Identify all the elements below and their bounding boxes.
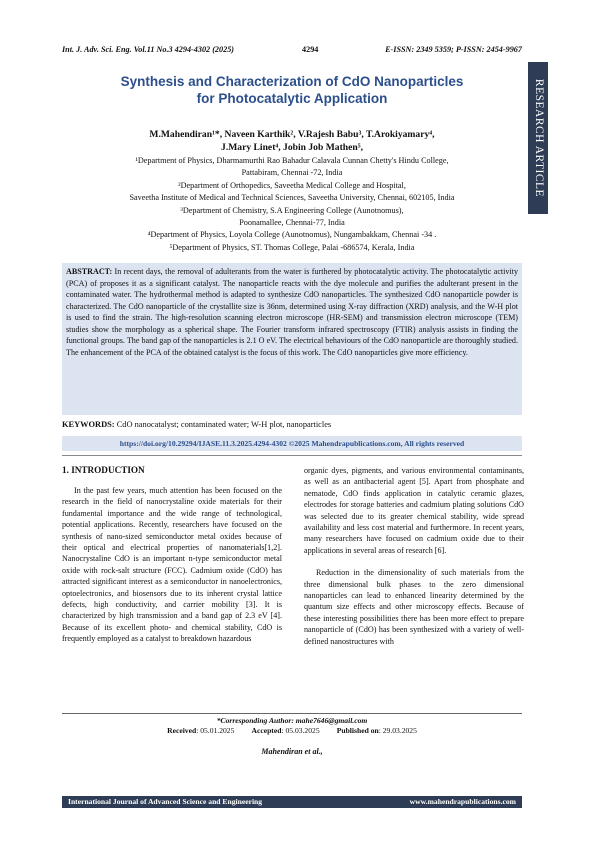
right-column	[304, 465, 524, 647]
corresponding-author: *Corresponding Author: mahe7646@gmail.com	[216, 716, 368, 725]
received-label: Received	[167, 726, 197, 735]
affiliation-line: Pattabiram, Chennai -72, India	[241, 168, 343, 178]
received-date: : 05.01.2025	[196, 726, 235, 735]
authors-line-2: J.Mary Linet⁴, Jobin Job Mathen⁵,	[221, 142, 363, 153]
authors-line-1: M.Mahendiran¹*, Naveen Karthik², V.Rajesh Babu³, T.Arokiyamary⁴,	[149, 129, 435, 140]
keywords-text: CdO nanocatalyst; contaminated water; W-H plot, nanoparticles	[114, 420, 332, 429]
paragraph: Reduction in the dimensionality of such materials from the three dimensional bulk phases to the zero dimensional nanoparticles can lead to enhanced linearity determined by the quantum size effects and other microscopy effects. Because of these interesting possibilities there has been more effect to prepare nanoparticle of (CdO) has been synthesized with a variety of well-defined nanostructures with	[304, 568, 524, 646]
paragraph: organic dyes, pigments, and various environmental contaminants, as well as an antibacterial agent [5]. Apart from phosphate and nematode, CdO finds application in catalytic ceramic glazes, electrodes for storage batteries and cadmium plating solutions CdO was selected due to its greater chemical stability, wide spread availability and less cost material and furthermore. In recent years, many researchers have focused on cadmium oxide due to their applications in several areas of research [6].	[304, 466, 524, 555]
footnote-divider	[62, 713, 522, 714]
affiliation-line: Saveetha Institute of Medical and Technical Sciences, Saveetha University, Chennai, 602105, India	[129, 193, 455, 203]
journal-citation: Int. J. Adv. Sci. Eng. Vol.11 No.3 4294-4302 (2025)	[62, 45, 235, 54]
affiliation-line: ¹Department of Physics, Dharmamurthi Rao Bahadur Calavala Cunnan Chetty's Hindu College,	[135, 156, 449, 165]
author-list	[62, 128, 522, 154]
abstract-text: In recent days, the removal of adulterants from the water is furthered by photocatalytic activity. The photocatalytic activity (PCA) of proposes it as a significant catalyst. The nanoparticle reacts with the dye molecule and purifies the adulterant present in the contaminated water. The hydrothermal method is adapted to synthesize CdO nanoparticles. The synthesized CdO nanoparticle powder is characterized. The CdO nanoparticle of the crystallite size is 36nm, determined using X-ray diffraction (XRD) analysis, and the W-H plot is used to find the strain. The high-resolution scanning electron microscope (HR-SEM) and transmission electron microscope (TEM) studies show the morphology as a spherical shape. The Fourier transform infrared spectroscopy (FTIR) analysis assists in finding the functional groups. The band gap of the nanoparticles is 2.1 O eV. The electrical behaviours of the CdO nanoparticle are thoroughly studied. The enhancement of the PCA of the obtained catalyst is the focus of this work. The CdO nanoparticles give more efficiency.	[66, 267, 518, 357]
accepted-label: Accepted	[251, 726, 282, 735]
issn: E-ISSN: 2349 5359; P-ISSN: 2454-9967	[385, 45, 522, 54]
paragraph: In the past few years, much attention has been focused on the research in the field of nanocrystaline oxide materials for their fundamental importance and the wide range of technological, potential applications. Recently, researchers have focused on the synthesis of nano-sized semiconductor metal oxides because of their optical and electrical properties of nanomaterials[1,2]. Nanocrystaline CdO is an important n-type semiconductor metal oxide with rock-salt structure (FCC). Cadmium oxide (CdO) has attracted significant interest as a semiconductor in nanoelectronics, optoelectronics, and biosensors due to its inherent crystal lattice defects, high conductivity, and carrier mobility [3]. It is characterized by high transmission and a band gap of 2.3 eV [4]. Because of its excellent photo- and chemical stability, CdO is frequently employed as a catalyst to breakdown hazardous	[62, 486, 282, 644]
research-article-tab	[528, 62, 548, 214]
published-date: : 29.03.2025	[378, 726, 417, 735]
footer-band	[62, 796, 522, 808]
accepted-date: : 05.03.2025	[281, 726, 320, 735]
title-line-1: Synthesis and Characterization of CdO Nanoparticles	[120, 74, 464, 89]
affiliations	[62, 155, 522, 254]
abstract-box	[62, 263, 522, 415]
affiliation-line: Poonamallee, Chennai-77, India	[239, 218, 345, 228]
divider	[62, 455, 522, 456]
doi-link[interactable]: https://doi.org/10.29294/IJASE.11.3.2025.4294-4302 ©2025 Mahendrapublications.com, All rights reserved	[62, 436, 522, 451]
research-article-label: RESEARCH ARTICLE	[533, 78, 545, 198]
affiliation-line: ⁵Department of Physics, ST. Thomas College, Palai -686574, Kerala, India	[169, 242, 415, 252]
page-number: 4294	[302, 45, 319, 54]
affiliation-line: ⁴Department of Physics, Loyola College (Aunotnomus), Nungambakkam, Chennai -34 .	[147, 230, 437, 240]
section-heading-introduction: 1. INTRODUCTION	[62, 465, 145, 475]
keywords-label: KEYWORDS:	[62, 420, 115, 429]
keywords	[62, 420, 522, 429]
paper-title	[62, 73, 522, 107]
left-column	[62, 485, 282, 645]
running-header	[62, 45, 522, 54]
running-author: Mahendiran et al.,	[261, 747, 323, 756]
published-label: Published on	[336, 726, 379, 735]
publication-dates	[62, 726, 522, 735]
journal-name: International Journal of Advanced Science and Engineering	[68, 797, 263, 806]
title-line-2: for Photocatalytic Application	[196, 91, 388, 106]
affiliation-line: ²Department of Orthopedics, Saveetha Medical College and Hospital,	[178, 180, 406, 190]
affiliation-line: ³Department of Chemistry, S.A Engineering College (Aunotnomus),	[180, 205, 404, 215]
website-link[interactable]: www.mahendrapublications.com	[409, 797, 516, 806]
abstract-label: ABSTRACT:	[66, 267, 113, 276]
